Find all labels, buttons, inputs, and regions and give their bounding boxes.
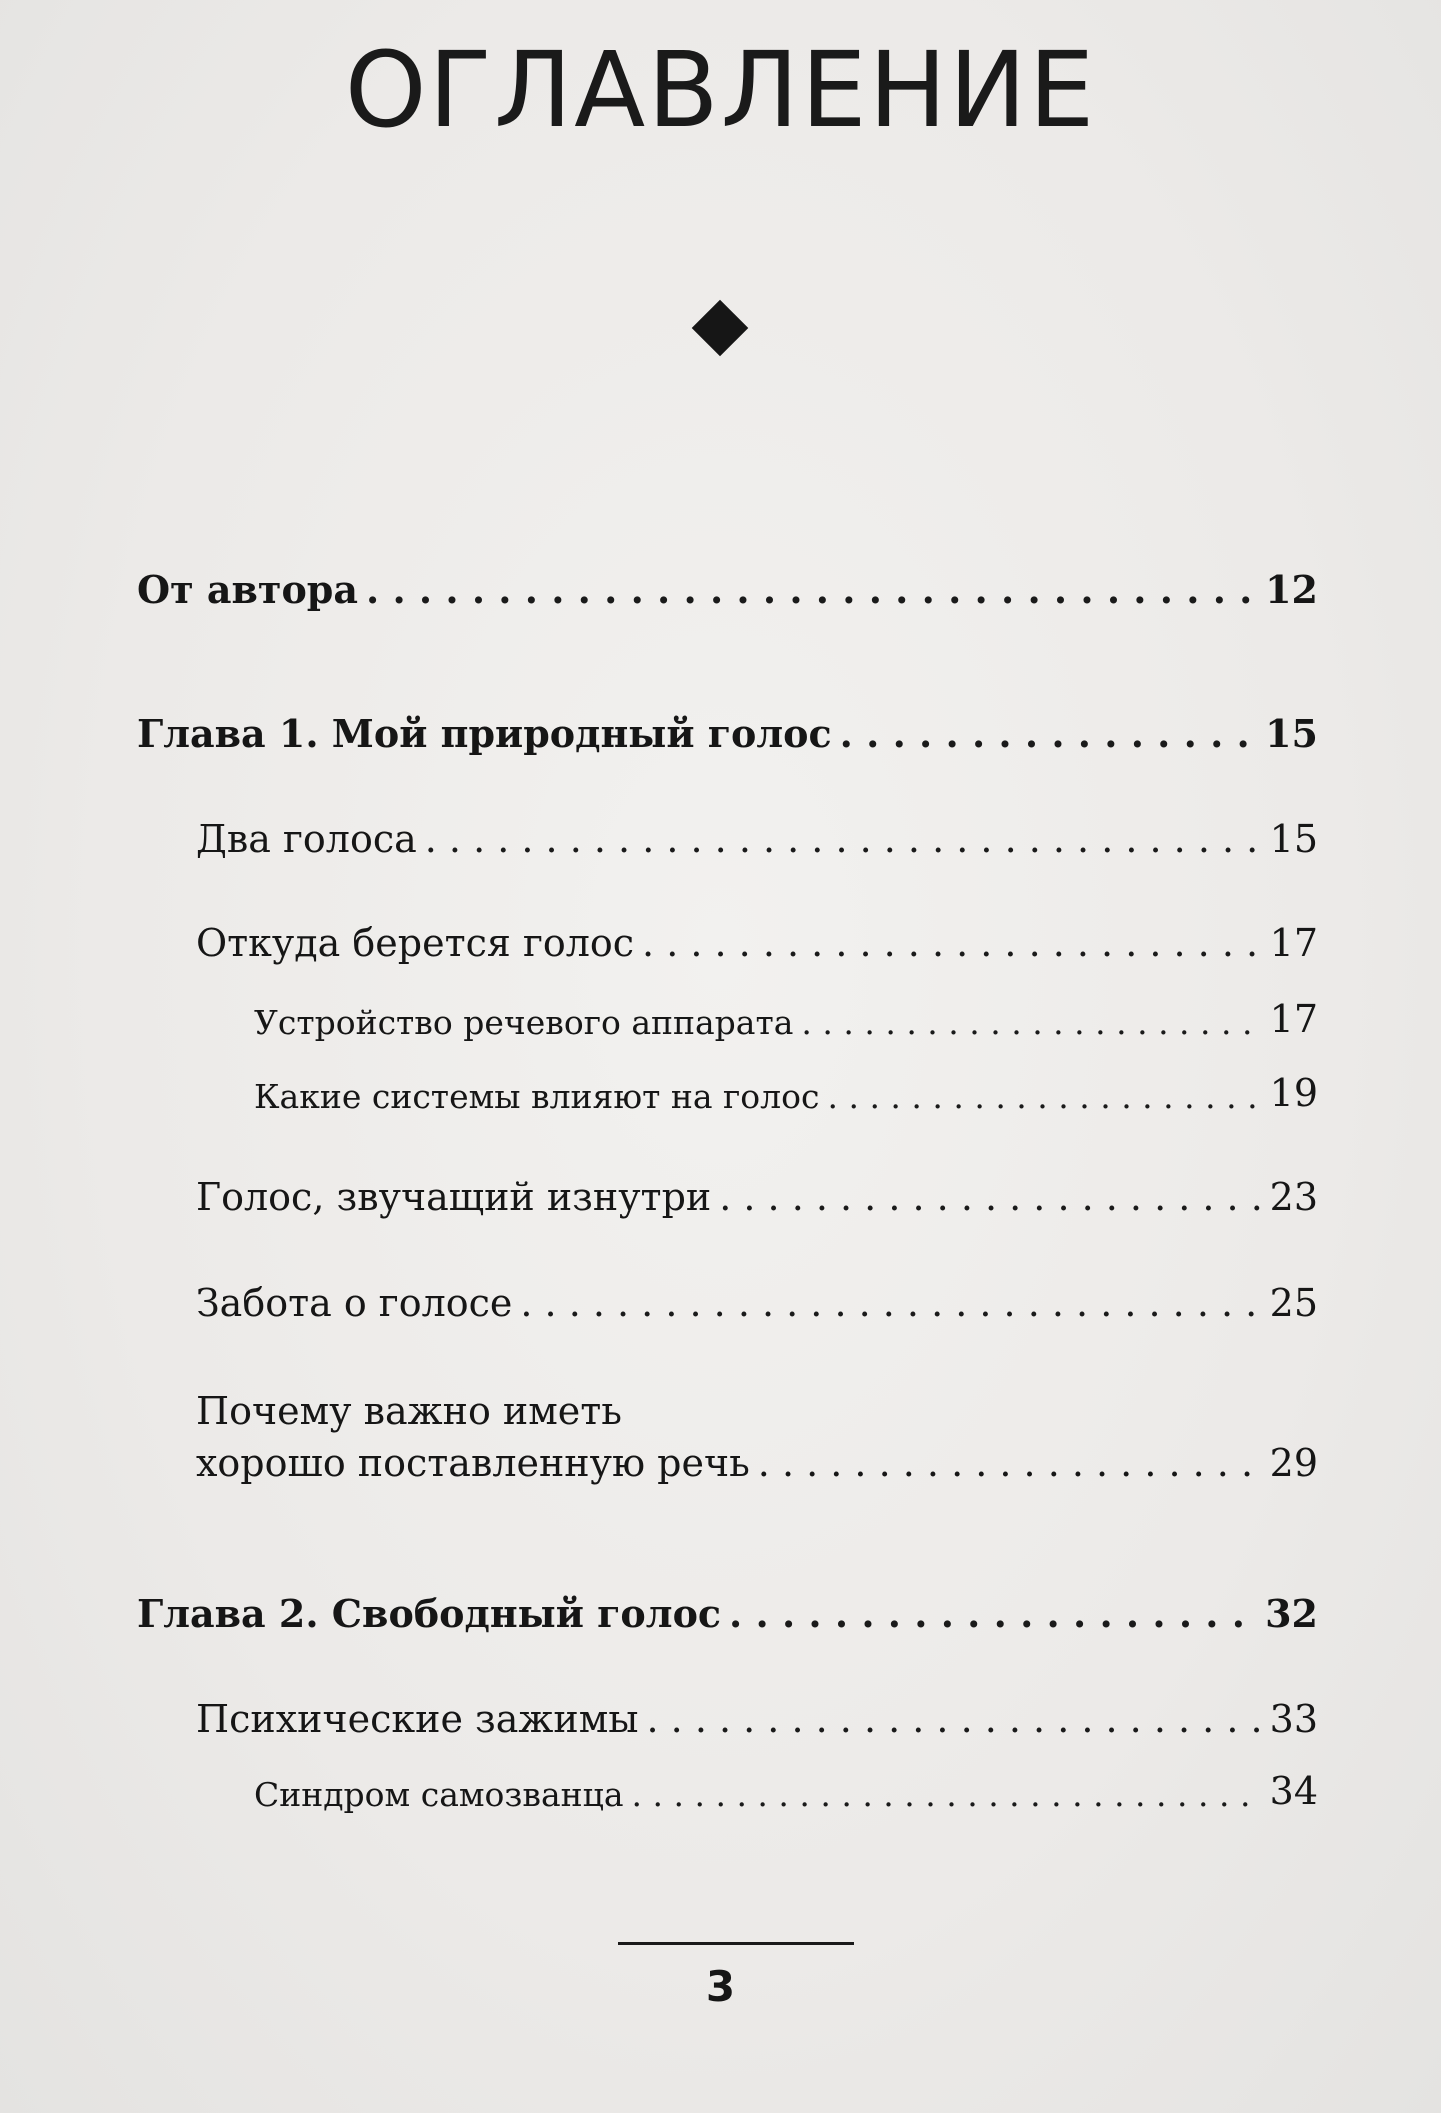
toc-entry-label: Устройство речевого аппарата: [254, 1002, 794, 1042]
toc-entry-label: Глава 2. Свободный голос: [137, 1591, 722, 1636]
page-title: ОГЛАВЛЕНИЕ: [344, 29, 1097, 151]
toc-page-number: 19: [1269, 1071, 1318, 1115]
toc-dot-leader: [827, 1078, 1263, 1116]
toc-dot-leader: [366, 568, 1259, 612]
toc-entry-chapter-1[interactable]: [137, 712, 1318, 756]
toc-dot-leader: [520, 1282, 1263, 1326]
toc-entry-good-speech[interactable]: [196, 1390, 1318, 1485]
toc-entry-inner-voice[interactable]: [196, 1176, 1318, 1220]
toc-page-number: 33: [1269, 1697, 1318, 1741]
toc-page-number: 17: [1269, 997, 1318, 1041]
toc-entry-label-line-1: Почему важно иметь: [196, 1389, 622, 1433]
page-number: 3: [705, 1962, 736, 2011]
toc-dot-leader: [425, 818, 1264, 862]
toc-entry-voice-care[interactable]: [196, 1282, 1318, 1326]
footer-rule: [618, 1942, 854, 1945]
toc-page-number: 32: [1265, 1591, 1318, 1636]
toc-entry-label: Психические зажимы: [196, 1697, 639, 1741]
toc-dot-leader: [719, 1176, 1263, 1220]
toc-dot-leader: [642, 922, 1264, 966]
toc-entry-label: Два голоса: [196, 817, 417, 861]
toc-dot-leader: [840, 712, 1259, 756]
toc-page-number: 23: [1269, 1175, 1318, 1219]
toc-dot-leader: [632, 1776, 1264, 1814]
toc-entry-voice-systems[interactable]: [254, 1072, 1318, 1116]
toc-entry-label: Голос, звучащий изнутри: [196, 1175, 712, 1219]
toc-entry-mental-clamps[interactable]: [196, 1698, 1318, 1742]
toc-entry-voice-origin[interactable]: [196, 922, 1318, 966]
toc-entry-label: Откуда берется голос: [196, 921, 635, 965]
toc-entry-two-voices[interactable]: [196, 818, 1318, 862]
toc-page-number: 25: [1269, 1281, 1318, 1325]
toc-entry-label-line-2: хорошо поставленную речь: [196, 1440, 750, 1485]
toc-entry-impostor-syndrome[interactable]: [254, 1770, 1318, 1814]
toc-entry-chapter-2[interactable]: [137, 1592, 1318, 1636]
toc-page-number: 12: [1265, 567, 1318, 612]
toc-entry-label: Какие системы влияют на голос: [254, 1076, 820, 1116]
toc-dot-leader: [729, 1592, 1259, 1636]
toc-page-number: 34: [1269, 1769, 1318, 1813]
toc-dot-leader: [647, 1698, 1264, 1742]
toc-entry-speech-apparatus[interactable]: [254, 998, 1318, 1042]
toc-entry-label: Глава 1. Мой природный голос: [137, 711, 832, 756]
toc-dot-leader: [758, 1442, 1264, 1486]
toc-entry-from-author[interactable]: [137, 568, 1318, 612]
toc-page-number: 15: [1265, 711, 1318, 756]
diamond-ornament-icon: [692, 300, 749, 357]
toc-entry-label: От автора: [137, 567, 358, 612]
toc-page-number: 17: [1269, 921, 1318, 965]
toc-entry-label: Синдром самозванца: [254, 1774, 624, 1814]
toc-dot-leader: [801, 1004, 1263, 1042]
toc-page-number: 15: [1269, 817, 1318, 861]
toc-page-number: 29: [1269, 1440, 1318, 1485]
toc-entry-label: Забота о голосе: [196, 1281, 513, 1325]
